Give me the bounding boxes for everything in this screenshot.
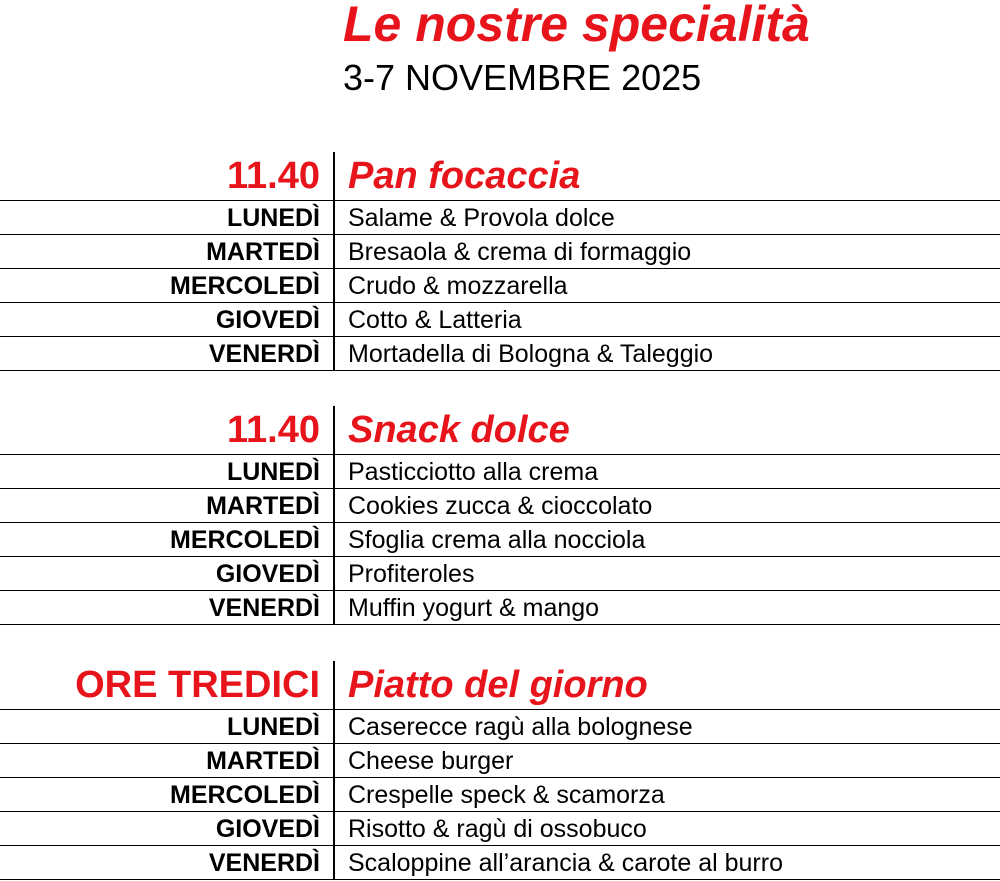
dish-name: Crudo & mozzarella <box>348 272 568 300</box>
menu-section-snack-dolce <box>0 406 1000 625</box>
section-header <box>0 406 1000 455</box>
menu-row-thursday <box>0 812 1000 846</box>
menu-row-tuesday <box>0 489 1000 523</box>
menu-row-tuesday <box>0 744 1000 778</box>
dish-name: Crespelle speck & scamorza <box>348 781 665 809</box>
dish-name: Caserecce ragù alla bolognese <box>348 713 693 741</box>
menu-row-monday <box>0 710 1000 744</box>
day-label: LUNEDÌ <box>226 204 320 232</box>
day-label: MARTEDÌ <box>206 747 320 775</box>
section-title: Snack dolce <box>348 409 570 451</box>
dish-name: Profiteroles <box>348 560 475 588</box>
dish-name: Cotto & Latteria <box>348 306 522 334</box>
day-label: GIOVEDÌ <box>215 560 320 588</box>
section-header <box>0 152 1000 201</box>
menu-row-thursday <box>0 557 1000 591</box>
section-time: 11.40 <box>227 409 320 451</box>
day-label: MARTEDÌ <box>206 492 320 520</box>
dish-name: Muffin yogurt & mango <box>348 594 600 622</box>
section-time: 11.40 <box>227 155 320 197</box>
day-label: GIOVEDÌ <box>215 815 320 843</box>
dish-name: Risotto & ragù di ossobuco <box>348 815 647 843</box>
menu-row-friday <box>0 846 1000 880</box>
dish-name: Pasticciotto alla crema <box>348 458 599 486</box>
day-label: LUNEDÌ <box>226 458 320 486</box>
day-label: MERCOLEDÌ <box>170 781 320 809</box>
day-label: LUNEDÌ <box>226 713 320 741</box>
dish-name: Cheese burger <box>348 747 514 775</box>
day-label: MERCOLEDÌ <box>170 526 320 554</box>
day-label: MERCOLEDÌ <box>170 272 320 300</box>
menu-section-pan-focaccia <box>0 152 1000 371</box>
day-label: VENERDÌ <box>208 340 320 368</box>
dish-name: Scaloppine all’arancia & carote al burro <box>348 849 783 877</box>
dish-name: Salame & Provola dolce <box>348 204 615 232</box>
section-time: ORE TREDICI <box>75 664 320 706</box>
menu-row-thursday <box>0 303 1000 337</box>
menu-row-friday <box>0 591 1000 625</box>
section-title: Piatto del giorno <box>348 664 648 706</box>
dish-name: Mortadella di Bologna & Taleggio <box>348 340 714 368</box>
dish-name: Cookies zucca & cioccolato <box>348 492 653 520</box>
page-title: Le nostre specialità <box>343 0 810 52</box>
dish-name: Sfoglia crema alla nocciola <box>348 526 646 554</box>
page-subtitle-dates: 3-7 NOVEMBRE 2025 <box>343 57 702 98</box>
menu-row-monday <box>0 455 1000 489</box>
menu-row-wednesday <box>0 523 1000 557</box>
day-label: GIOVEDÌ <box>215 306 320 334</box>
menu-row-wednesday <box>0 778 1000 812</box>
day-label: VENERDÌ <box>208 594 320 622</box>
menu-section-piatto-del-giorno <box>0 661 1000 880</box>
day-label: VENERDÌ <box>208 849 320 877</box>
section-header <box>0 661 1000 710</box>
menu-row-tuesday <box>0 235 1000 269</box>
menu-row-friday <box>0 337 1000 371</box>
day-label: MARTEDÌ <box>206 238 320 266</box>
section-title: Pan focaccia <box>348 155 581 197</box>
menu-row-monday <box>0 201 1000 235</box>
menu-row-wednesday <box>0 269 1000 303</box>
dish-name: Bresaola & crema di formaggio <box>348 238 692 266</box>
